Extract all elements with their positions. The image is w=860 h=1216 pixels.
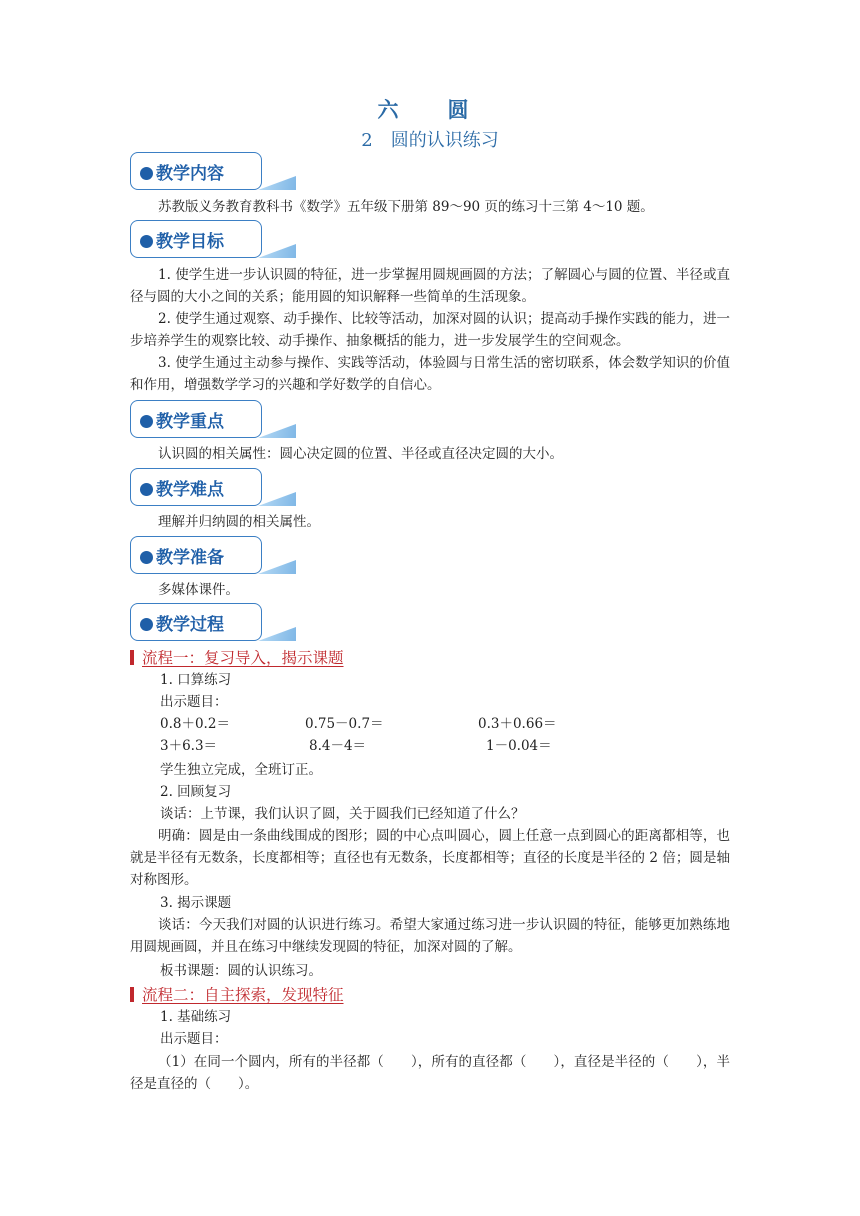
bullet-dot-icon [140,235,153,248]
chapter-title: 六 圆 [377,97,483,122]
flow1-heading: 流程一：复习导入，揭示课题 [130,646,344,668]
review-title: 2. 回顾复习 [160,784,232,800]
section-header-process: 教学过程 [130,603,300,643]
reveal-board: 板书课题：圆的认识练习。 [160,963,322,979]
bullet-dot-icon [140,483,153,496]
section-header-preparation: 教学准备 [130,536,300,576]
header-ribbon [258,627,296,641]
difficulties-text: 理解并归纳圆的相关属性。 [158,514,320,530]
preparation-text: 多媒体课件。 [158,582,239,598]
goal-item-2: 2. 使学生通过观察、动手操作、比较等活动，加深对圆的认识；提高动手操作实践的能力，进一步培养学生的观察比较、动手操作、抽象概括的能力，进一步发展学生的空间观念。 [130,311,730,349]
header-ribbon [258,560,296,574]
section-header-difficulties: 教学难点 [130,468,300,508]
flow2-heading: 流程二：自主探索，发现特征 [130,983,344,1005]
header-ribbon [258,492,296,506]
problem-3: 0.3＋0.66＝ [478,716,557,732]
problem-1: 0.8＋0.2＝ [160,716,230,732]
red-bar-icon [130,650,134,665]
red-bar-icon [130,987,134,1002]
key-points-text: 认识圆的相关属性：圆心决定圆的位置、半径或直径决定圆的大小。 [158,446,563,462]
reveal-talk: 谈话：今天我们对圆的认识进行练习。希望大家通过练习进一步认识圆的特征，能够更加熟练地用圆规画圆，并且在练习中继续发现圆的特征，加深对圆的了解。 [130,917,730,955]
oral-title: 1. 口算练习 [160,672,232,688]
section-header-goals: 教学目标 [130,220,300,260]
basic-title: 1. 基础练习 [160,1009,232,1025]
lesson-title: 2 圆的认识练习 [361,130,499,151]
problem-5: 8.4－4＝ [309,738,367,754]
goal-item-1: 1. 使学生进一步认识圆的特征，进一步掌握用圆规画圆的方法；了解圆心与圆的位置、半径或直径与圆的大小之间的关系；能用圆的知识解释一些简单的生活现象。 [130,267,730,305]
header-ribbon [258,176,296,190]
question-1: （1）在同一个圆内，所有的半径都（ ），所有的直径都（ ），直径是半径的（ ），半径是直径的（ ）。 [130,1054,730,1092]
header-ribbon [258,424,296,438]
reveal-title: 3. 揭示课题 [160,895,232,911]
section-header-key-points: 教学重点 [130,400,300,440]
bullet-dot-icon [140,415,153,428]
bullet-dot-icon [140,551,153,564]
basic-show: 出示题目： [160,1031,228,1047]
review-talk: 谈话：上节课，我们认识了圆，关于圆我们已经知道了什么？ [160,806,525,822]
review-clear: 明确：圆是由一条曲线围成的图形；圆的中心点叫圆心，圆上任意一点到圆心的距离都相等，也就是半径有无数条，长度都相等；直径也有无数条，长度都相等；直径的长度是半径的 2 倍；圆是轴对称图形。 [130,828,730,888]
problem-4: 3＋6.3＝ [160,738,218,754]
show-label: 出示题目： [160,694,228,710]
section-header-content: 教学内容 [130,152,300,192]
oral-after: 学生独立完成，全班订正。 [160,762,322,778]
bullet-dot-icon [140,618,153,631]
header-ribbon [258,244,296,258]
problem-2: 0.75－0.7＝ [305,716,384,732]
goal-item-3: 3. 使学生通过主动参与操作、实践等活动，体验圆与日常生活的密切联系，体会数学知识的价值和作用，增强数学学习的兴趣和学好数学的自信心。 [130,355,730,393]
content-text: 苏教版义务教育教科书《数学》五年级下册第 89～90 页的练习十三第 4～10 题。 [158,199,654,215]
problem-6: 1－0.04＝ [486,738,552,754]
bullet-dot-icon [140,167,153,180]
